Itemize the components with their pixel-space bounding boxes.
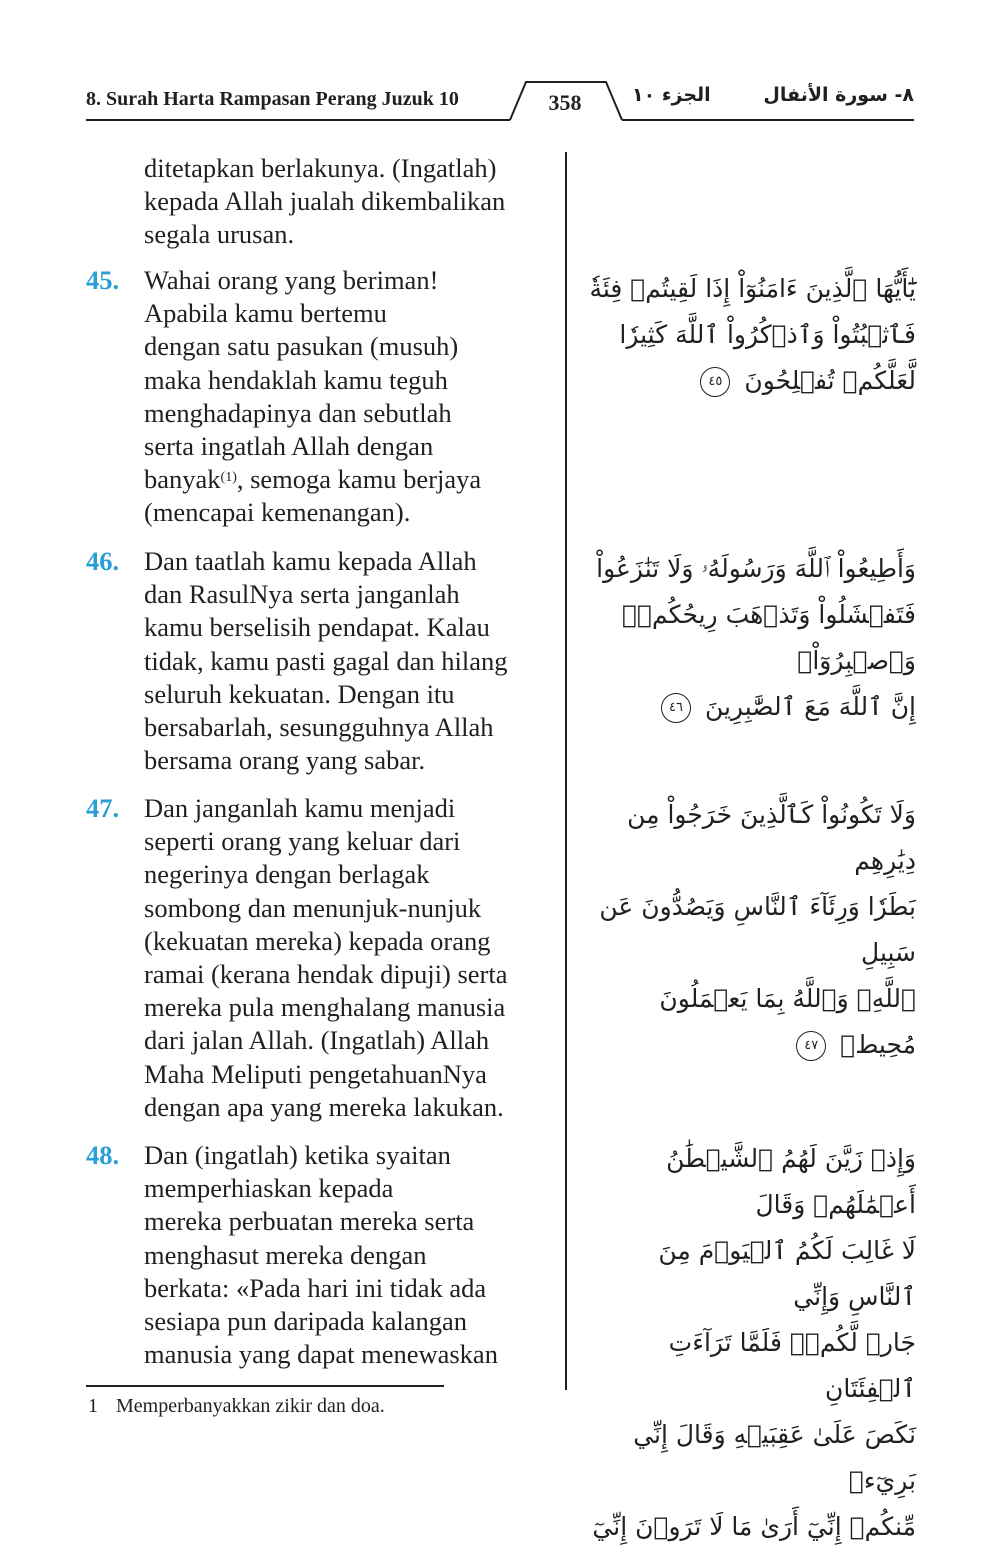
text-line: banyak$^{(1)}$, semoga kamu berjaya [144,464,482,495]
text-line: Wahai orang yang beriman! [144,265,439,295]
text-line: sesiapa pun daripada kalangan [144,1306,468,1337]
verse-number: 47. [86,793,120,823]
text-line: menghadapinya dan sebutlah [144,397,452,428]
verse-47-translation [86,792,566,1124]
text-line: ramai (kerana hendak dipuji) serta [144,959,508,990]
text-line: maka hendaklah kamu teguh [144,364,448,395]
text-line: memperhiaskan kepada [144,1173,394,1204]
text-line: dengan satu pasukan (musuh) [144,331,459,362]
text-line: Dan (ingatlah) ketika syaitan [144,1140,451,1170]
text-line: dan RasulNya serta janganlah [144,579,460,610]
text-line: Maha Meliputi pengetahuanNya [144,1058,487,1089]
arabic-line: إِنَّ ٱللَّهَ مَعَ ٱلصَّٰبِرِينَ ٤٦ [586,684,916,730]
text-line: kamu berselisih pendapat. Kalau [144,612,490,643]
arabic-line: جَارٞ لَّكُمۡۖ فَلَمَّا تَرَآءَتِ ٱلۡفِئَتَانِ [668,1328,916,1403]
text-line: bersama orang yang sabar. [144,745,426,776]
verse-45-translation [86,264,566,530]
arabic-line: فَتَفۡشَلُواْ وَتَذۡهَبَ رِيحُكُمۡۖ وَٱصۡبِرُوٓاْۚ [622,600,916,675]
text-line: Apabila kamu bertemu [144,298,387,329]
footnote-number: 1 [88,1395,98,1417]
footnote [88,1395,385,1418]
header-juz-arabic: الجزء ١٠ [632,84,711,106]
text-line: dengan apa yang mereka lakukan. [144,1091,504,1122]
verse-48-arabic [586,1136,916,1550]
text-line: kepada Allah jualah dikembalikan [144,186,506,217]
arabic-line: وَلَا تَكُونُواْ كَٱلَّذِينَ خَرَجُواْ مِن دِيَٰرِهِم [627,800,916,875]
arabic-line: مِّنكُمۡ إِنِّيٓ أَرَىٰ مَا لَا تَرَوۡنَ إِنِّيٓ [592,1512,916,1541]
header-surah-title: 8. Surah Harta Rampasan Perang Juzuk 10 [86,88,459,110]
text-line: berkata: «Pada hari ini tidak ada [144,1272,487,1303]
arabic-line: فَٱثۡبُتُواْ وَٱذۡكُرُواْ ٱللَّهَ كَثِيرٗا [619,320,916,349]
verse-46-translation [86,545,566,777]
arabic-line: يَٰٓأَيُّهَا ٱلَّذِينَ ءَامَنُوٓاْ إِذَا لَقِيتُمۡ فِئَةٗ [589,274,916,303]
ayah-end-marker: ٤٦ [661,693,691,723]
footnote-text: Memperbanyakkan zikir dan doa. [116,1395,385,1417]
text-line: Dan janganlah kamu menjadi [144,793,456,823]
text-line: tidak, kamu pasti gagal dan hilang [144,645,508,676]
text-line: mereka perbuatan mereka serta [144,1206,475,1237]
verse-48-translation [86,1139,566,1371]
ayah-end-marker: ٤٥ [700,367,730,397]
arabic-line: نَكَصَ عَلَىٰ عَقِبَيۡهِ وَقَالَ إِنِّي بَرِيٓءٞ [633,1420,916,1495]
text-line: manusia yang dapat menewaskan [144,1339,498,1370]
text-line: (mencapai kemenangan). [144,497,411,528]
verse-number: 45. [86,265,120,295]
verse-47-arabic [586,792,916,1068]
text-line: seluruh kekuatan. Dengan itu [144,678,455,709]
arabic-line: لَّعَلَّكُمۡ تُفۡلِحُونَ ٤٥ [586,358,916,404]
text-line: (kekuatan mereka) kepada orang [144,925,491,956]
text-line: ditetapkan berlakunya. (Ingatlah) [144,153,497,183]
arabic-line: وَإِذۡ زَيَّنَ لَهُمُ ٱلشَّيۡطَٰنُ أَعۡمَٰلَهُمۡ وَقَالَ [666,1144,916,1219]
arabic-line: ٱللَّهِۚ وَٱللَّهُ بِمَا يَعۡمَلُونَ مُحِيطٞ ٤٧ [659,984,916,1059]
text-line: bersabarlah, sesungguhnya Allah [144,712,494,743]
footnote-ref: (1) [220,470,237,486]
arabic-line: بَطَرٗا وَرِئَآءَ ٱلنَّاسِ وَيَصُدُّونَ عَن سَبِيلِ [599,892,916,967]
text-line: segala urusan. [144,219,295,250]
text-line: Dan taatlah kamu kepada Allah [144,546,477,576]
header-surah-arabic: ٨- سورة الأنفال [763,84,914,106]
ayah-end-marker: ٤٧ [796,1031,826,1061]
text-line: seperti orang yang keluar dari [144,826,461,857]
footnote-rule [86,1385,444,1387]
verse-45-arabic [586,266,916,404]
arabic-line: لَا غَالِبَ لَكُمُ ٱلۡيَوۡمَ مِنَ ٱلنَّاسِ وَإِنِّي [658,1236,916,1311]
page-header [86,74,914,122]
page-number: 358 [548,90,582,115]
verse-number: 46. [86,546,120,576]
text-line: negerinya dengan berlagak [144,859,430,890]
text-line: sombong dan menunjuk-nunjuk [144,892,482,923]
arabic-line: وَأَطِيعُواْ ٱللَّهَ وَرَسُولَهُۥ وَلَا تَنَٰزَعُواْ [596,554,916,583]
continuation-text [86,152,566,252]
text-line: mereka pula menghalang manusia [144,992,506,1023]
text-line: dari jalan Allah. (Ingatlah) Allah [144,1025,490,1056]
text-line: menghasut mereka dengan [144,1239,427,1270]
verse-number: 48. [86,1140,120,1170]
text-line: serta ingatlah Allah dengan [144,431,434,462]
verse-46-arabic [586,546,916,730]
